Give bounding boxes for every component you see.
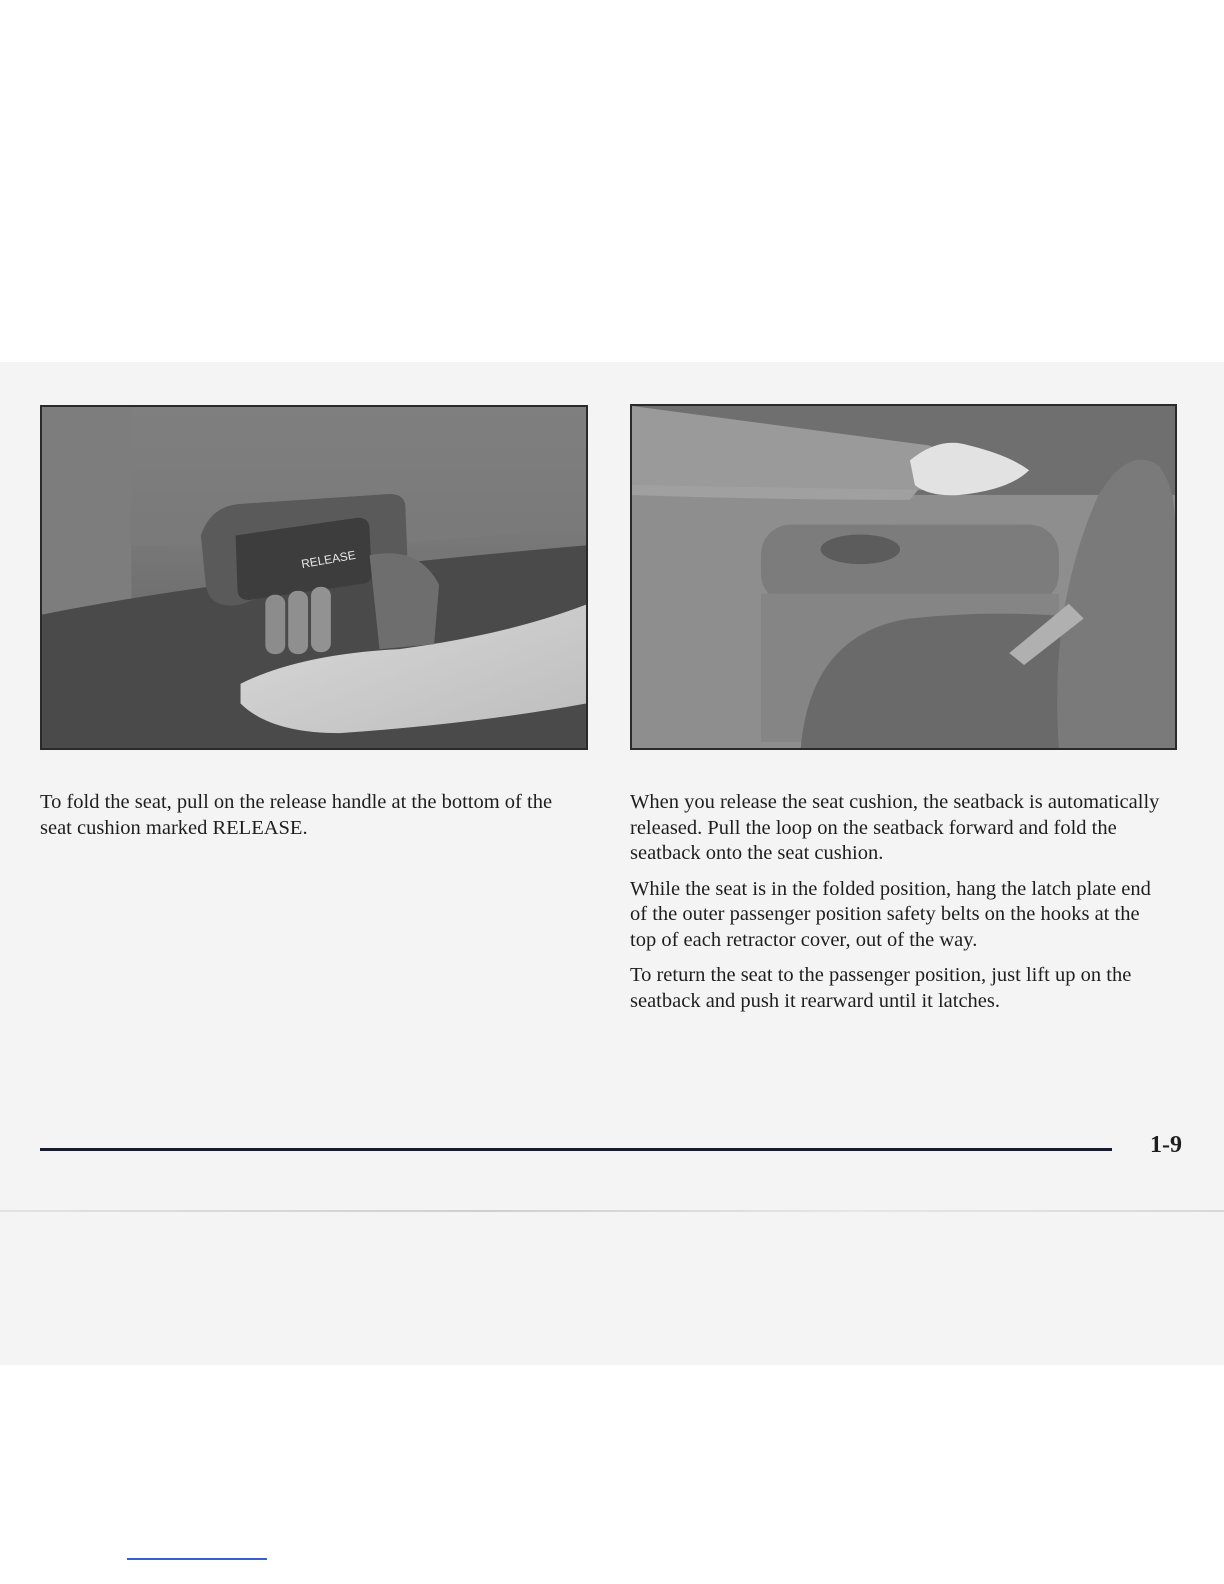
paragraph: When you release the seat cushion, the seatback is automatically released. Pull the loop on the seatback forward and fold the seatback onto the seat cushion. [630, 791, 1160, 864]
scan-edge-line [0, 1210, 1224, 1212]
left-text-column [40, 790, 588, 851]
photo-release-handle-image [42, 407, 586, 748]
link-underline [127, 1558, 267, 1560]
photo-release-handle [40, 405, 588, 750]
paragraph: To return the seat to the passenger position, just lift up on the seatback and push it rearward until it latches. [630, 964, 1132, 1012]
page-number: 1-9 [1150, 1132, 1182, 1158]
right-text-column [630, 790, 1160, 1024]
paragraph: While the seat is in the folded position, hang the latch plate end of the outer passenger position safety belts on the hooks at the top of each retractor cover, out of the way. [630, 877, 1151, 951]
release-label-text: RELEASE [300, 547, 357, 572]
photo-seatback-fold-image [632, 406, 1175, 748]
photo-seatback-fold [630, 404, 1177, 750]
footer-rule [40, 1148, 1112, 1151]
paragraph: To fold the seat, pull on the release handle at the bottom of the seat cushion marked RELEASE. [40, 791, 553, 839]
